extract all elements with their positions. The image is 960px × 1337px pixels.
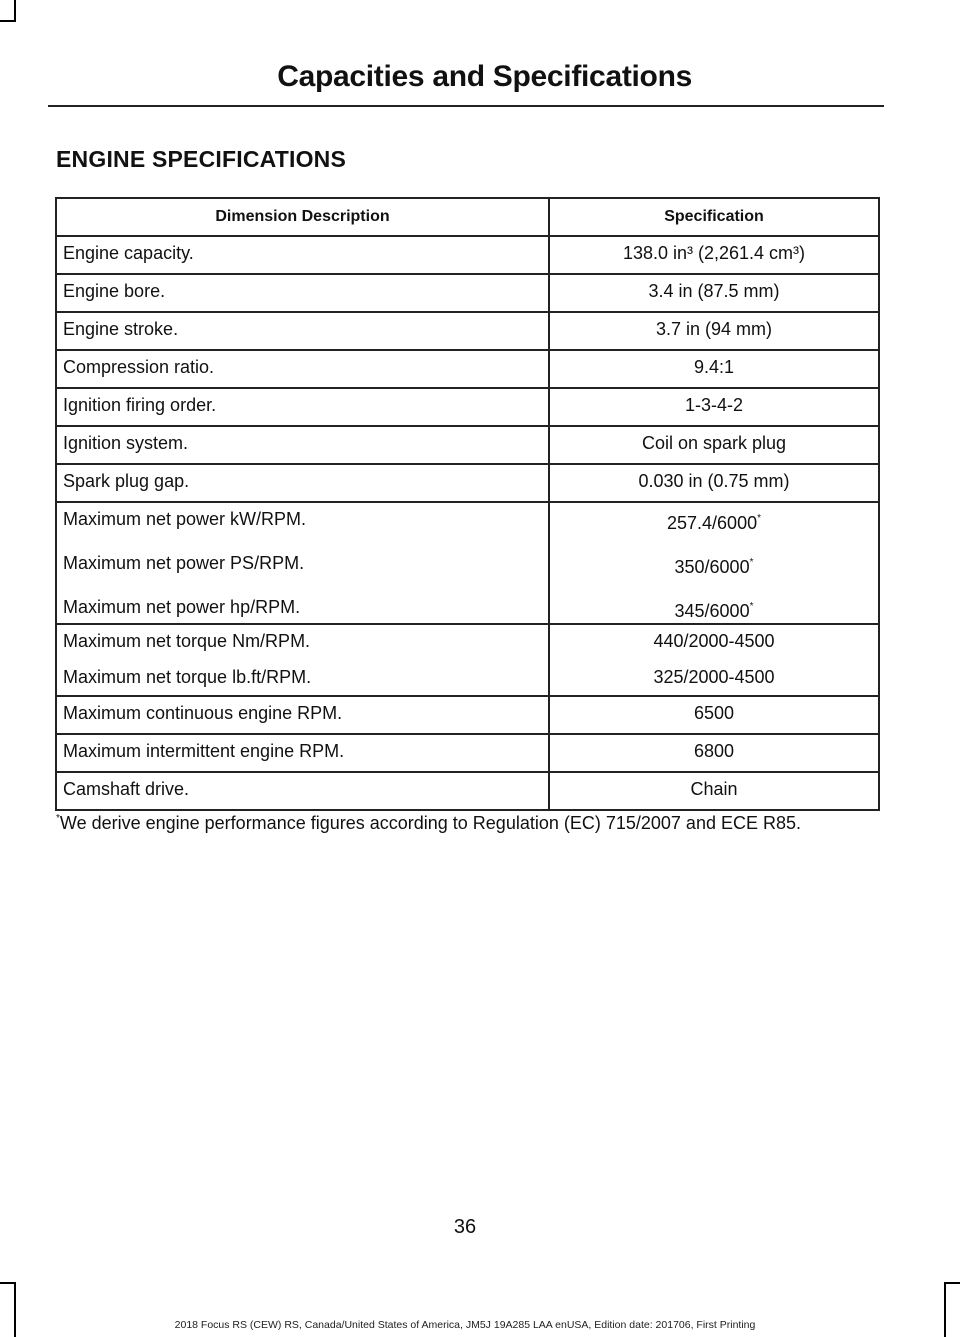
table-row-power [56,502,879,624]
table-row [56,388,879,426]
torque-values [549,624,879,696]
table-row [56,772,879,810]
crop-mark [0,20,16,22]
row-value: 3.7 in (94 mm) [549,312,879,350]
table-row [56,236,879,274]
crop-mark [944,1282,960,1284]
row-description: Maximum intermittent engine RPM. [56,734,549,772]
row-value: Chain [549,772,879,810]
table-row [56,426,879,464]
power-hp-label: Maximum net power hp/RPM. [63,597,301,617]
crop-mark [0,1282,16,1284]
column-header-description: Dimension Description [56,198,549,236]
table-row [56,350,879,388]
page-number: 36 [453,1216,477,1238]
power-descriptions [56,502,549,624]
row-value: 1-3-4-2 [549,388,879,426]
power-kw-label: Maximum net power kW/RPM. [63,509,307,529]
torque-descriptions [56,624,549,696]
crop-mark [14,0,16,22]
row-description: Camshaft drive. [56,772,549,810]
footnote-text: We derive engine performance figures according to Regulation (EC) 715/2007 and ECE R85. [59,813,801,833]
row-value: 6500 [549,696,879,734]
crop-mark [944,1282,946,1337]
row-description: Engine bore. [56,274,549,312]
row-value: Coil on spark plug [549,426,879,464]
power-ps-label: Maximum net power PS/RPM. [63,553,305,573]
header-divider [48,105,884,107]
row-value: 3.4 in (87.5 mm) [549,274,879,312]
power-kw-number: 257.4/6000 [667,513,758,533]
table-row [56,274,879,312]
power-values [549,502,879,624]
footnote-mark: * [757,513,761,524]
row-description: Ignition firing order. [56,388,549,426]
torque-lbft-label: Maximum net torque lb.ft/RPM. [63,667,312,687]
table-row-torque [56,624,879,696]
row-value: 0.030 in (0.75 mm) [549,464,879,502]
row-value: 9.4:1 [549,350,879,388]
engine-spec-table [55,197,880,811]
power-kw-value [558,513,870,533]
torque-nm-label: Maximum net torque Nm/RPM. [63,631,311,651]
section-title: ENGINE SPECIFICATIONS [56,146,347,172]
footer-edition-line: 2018 Focus RS (CEW) RS, Canada/United States of America, JM5J 19A285 LAA enUSA, Edition date: 201706, First Printing [174,1319,756,1331]
column-header-specification: Specification [549,198,879,236]
row-description: Maximum continuous engine RPM. [56,696,549,734]
row-description: Compression ratio. [56,350,549,388]
footnote-mark: * [749,557,754,568]
power-hp-number: 345/6000 [674,601,750,621]
row-description: Spark plug gap. [56,464,549,502]
footnote [56,811,876,836]
row-value: 6800 [549,734,879,772]
row-value: 138.0 in³ (2,261.4 cm³) [549,236,879,274]
footnote-mark: * [749,601,754,612]
table-row [56,312,879,350]
table-header-row [56,198,879,236]
power-ps-number: 350/6000 [674,557,750,577]
torque-lbft-value: 325/2000-4500 [653,667,775,687]
row-description: Engine stroke. [56,312,549,350]
power-ps-value [558,557,870,577]
power-hp-value [558,601,870,621]
row-description: Ignition system. [56,426,549,464]
table-row [56,464,879,502]
page-header-title: Capacities and Specifications [277,60,692,93]
torque-nm-value: 440/2000-4500 [653,631,775,651]
row-description: Engine capacity. [56,236,549,274]
footnote-mark: * [56,813,60,824]
table-row [56,696,879,734]
table-row [56,734,879,772]
